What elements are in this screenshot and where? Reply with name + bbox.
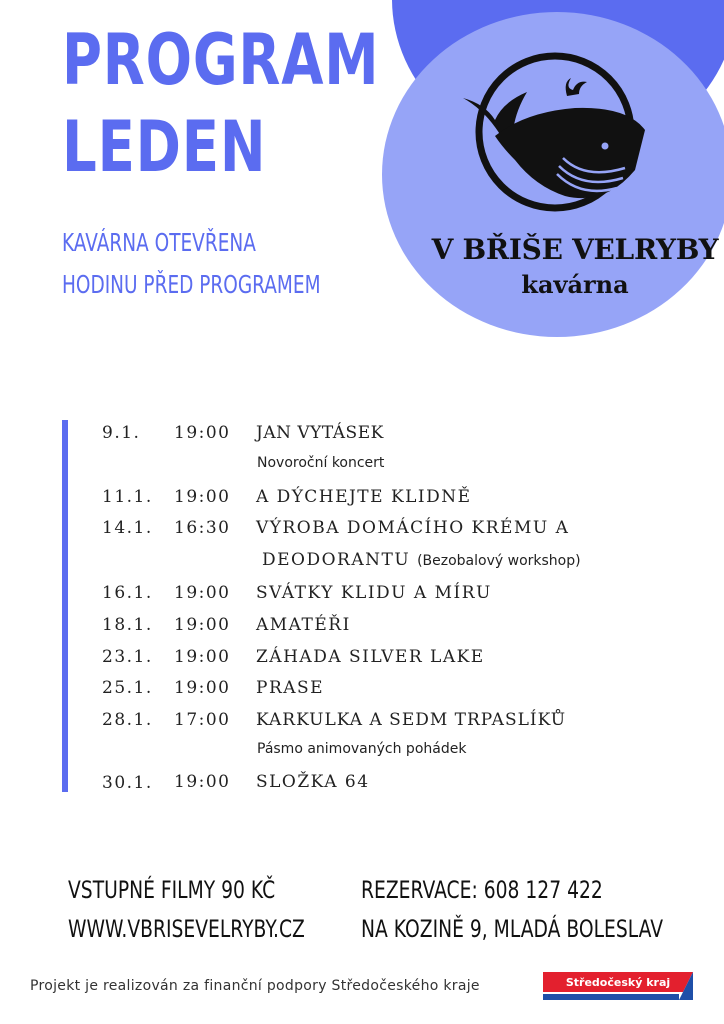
program-date: 30.1. [102, 773, 153, 793]
program-title: VÝROBA DOMÁCÍHO KRÉMU A [256, 518, 570, 538]
region-logo-text: Středočeský kraj [565, 976, 671, 989]
program-title: AMATÉŘI [256, 615, 351, 635]
website-link[interactable]: WWW.VBRISEVELRYBY.CZ [68, 915, 305, 943]
program-note: Novoroční koncert [257, 455, 385, 471]
cafe-name: V BŘIŠE VELRYBY [431, 233, 719, 266]
program-time: 19:00 [174, 615, 231, 635]
program-title-continued [262, 550, 581, 570]
program-title: JAN VYTÁSEK [256, 423, 384, 443]
program-time: 17:00 [174, 710, 231, 730]
program-time: 19:00 [174, 772, 231, 792]
program-date: 23.1. [102, 647, 153, 667]
program-date: 28.1. [102, 710, 153, 730]
support-text: Projekt je realizován za finanční podpory Středočeského kraje [30, 978, 480, 994]
subtitle-line2: HODINU PŘED PROGRAMEM [62, 270, 321, 299]
program-time: 19:00 [174, 487, 231, 507]
program-time: 19:00 [174, 678, 231, 698]
program-title: PRASE [256, 678, 325, 698]
price-info: VSTUPNÉ FILMY 90 KČ [68, 876, 276, 904]
program-date: 18.1. [102, 615, 153, 635]
program-time: 19:00 [174, 423, 231, 443]
program-title: ZÁHADA SILVER LAKE [256, 647, 485, 667]
program-accent-bar [62, 420, 68, 792]
program-title: A DÝCHEJTE KLIDNĚ [256, 487, 472, 507]
program-time: 19:00 [174, 647, 231, 667]
program-title-cont-text: DEODORANTU [262, 550, 411, 570]
program-time: 16:30 [174, 518, 231, 538]
program-date: 16.1. [102, 583, 153, 603]
program-date: 9.1. [102, 423, 141, 443]
page-title-line1: PROGRAM [62, 19, 380, 101]
program-title: KARKULKA A SEDM TRPASLÍKŮ [256, 710, 567, 730]
page-title-line2: LEDEN [62, 106, 267, 188]
program-note: Pásmo animovaných pohádek [257, 741, 467, 757]
program-time: 19:00 [174, 583, 231, 603]
program-date: 11.1. [102, 487, 153, 507]
address: NA KOZINĚ 9, MLADÁ BOLESLAV [361, 915, 664, 943]
subtitle-line1: KAVÁRNA OTEVŘENA [62, 228, 256, 257]
whale-icon [455, 50, 655, 214]
cafe-subname: kavárna [521, 270, 629, 299]
program-title: SVÁTKY KLIDU A MÍRU [256, 583, 492, 603]
program-date: 25.1. [102, 678, 153, 698]
reservation-phone[interactable]: REZERVACE: 608 127 422 [361, 876, 603, 904]
program-date: 14.1. [102, 518, 153, 538]
program-title: SLOŽKA 64 [256, 772, 370, 792]
program-inline-note: (Bezobalový workshop) [417, 553, 581, 569]
